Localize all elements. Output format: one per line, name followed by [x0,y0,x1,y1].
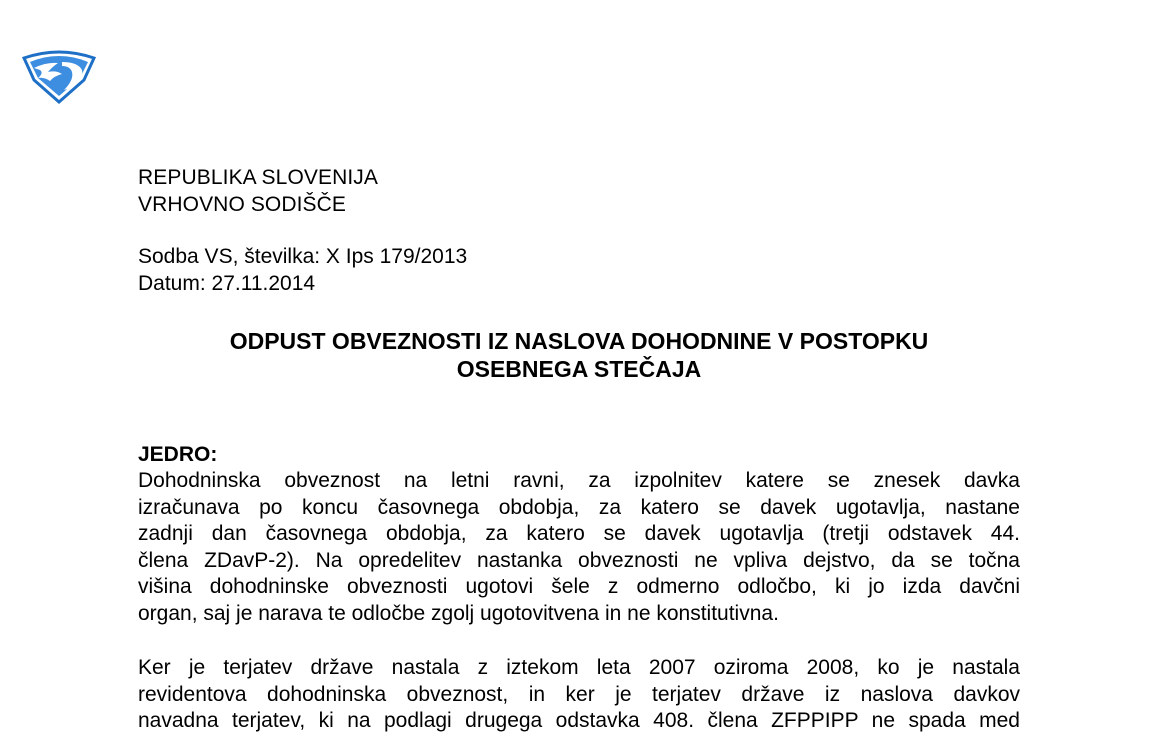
paragraph-line: navadna terjatev, ki na podlagi drugega odstavka 408. člena ZFPPIPP ne spada med [138,709,1020,732]
title-line-1: ODPUST OBVEZNOSTI IZ NASLOVA DOHODNINE V POSTOPKU [229,328,929,354]
paragraph-line: organ, saj je narava te odločbe zgolj ugotovitvena in ne konstitutivna. [138,601,779,625]
paragraph-line: Dohodninska obveznost na letni ravni, za izpolnitev katere se znesek davka [138,469,1020,492]
title-line-2: OSEBNEGA STEČAJA [456,356,702,382]
document-title [138,327,1020,383]
paragraph-line: zadnji dan časovnega obdobja, za katero se davek ugotavlja (tretji odstavek 44. [138,522,1020,545]
paragraph-line: višina dohodninske obveznosti ugotovi šele z odmerno odločbo, ki jo izda davčni [138,575,1020,598]
paragraph-line: izračunava po koncu časovnega obdobja, za katero se davek ugotavlja, nastane [138,495,1020,519]
court-logo [22,50,96,104]
paragraph-line: Ker je terjatev države nastala z iztekom leta 2007 oziroma 2008, ko je nastala [138,656,1020,679]
jedro-paragraph-2 [138,655,1020,735]
jedro-paragraph-1 [138,468,1020,627]
paragraph-line: člena ZDavP-2). Na opredelitev nastanka obveznosti ne vpliva dejstvo, da se točna [138,548,1020,572]
case-number: Sodba VS, številka: X Ips 179/2013 [138,245,468,268]
paragraph-line: revidentova dohodninska obveznost, in ker je terjatev države iz naslova davkov [138,682,1020,706]
case-reference [138,243,467,297]
country-name: REPUBLIKA SLOVENIJA [138,166,378,189]
court-name: VRHOVNO SODIŠČE [138,193,347,216]
jedro-heading: JEDRO: [138,443,218,466]
case-date: Datum: 27.11.2014 [138,272,316,295]
supreme-court-shield-logo-icon [22,50,96,104]
court-header [138,164,378,218]
